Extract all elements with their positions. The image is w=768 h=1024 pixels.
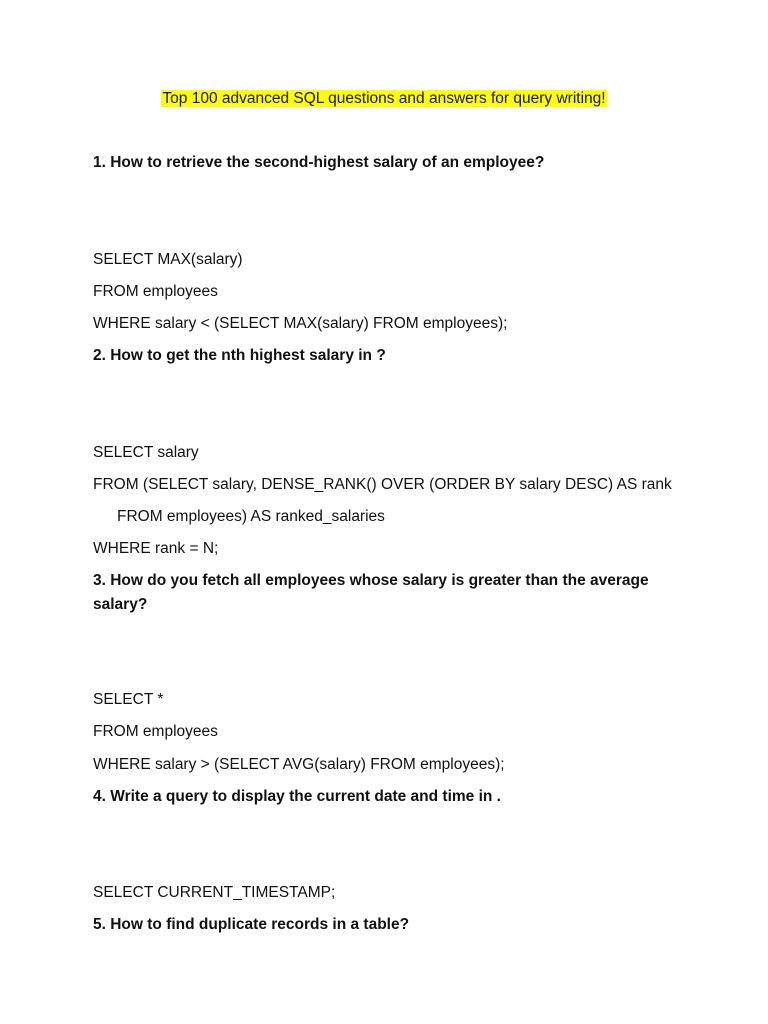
question-3-line-2: salary? <box>93 596 148 613</box>
code-line-3-2: FROM employees <box>93 723 218 740</box>
question-2: 2. How to get the nth highest salary in ? <box>93 347 386 364</box>
title-highlight: Top 100 advanced SQL questions and answers for query writing! <box>162 90 606 107</box>
code-line-1-3: WHERE salary < (SELECT MAX(salary) FROM employees); <box>93 315 508 332</box>
code-line-3-1: SELECT * <box>93 691 164 708</box>
code-line-4-1: SELECT CURRENT_TIMESTAMP; <box>93 884 336 901</box>
question-1: 1. How to retrieve the second-highest salary of an employee? <box>93 154 545 171</box>
document-title <box>0 89 768 109</box>
code-line-2-3: FROM employees) AS ranked_salaries <box>117 508 385 525</box>
question-3-line-1: 3. How do you fetch all employees whose salary is greater than the average <box>93 572 649 589</box>
code-line-2-1: SELECT salary <box>93 444 199 461</box>
question-5: 5. How to find duplicate records in a table? <box>93 916 410 933</box>
code-line-3-3: WHERE salary > (SELECT AVG(salary) FROM employees); <box>93 756 505 773</box>
question-4: 4. Write a query to display the current date and time in . <box>93 788 501 805</box>
code-line-2-2: FROM (SELECT salary, DENSE_RANK() OVER (ORDER BY salary DESC) AS rank <box>93 476 672 493</box>
code-line-1-1: SELECT MAX(salary) <box>93 251 243 268</box>
code-line-1-2: FROM employees <box>93 283 218 300</box>
code-line-2-4: WHERE rank = N; <box>93 540 219 557</box>
